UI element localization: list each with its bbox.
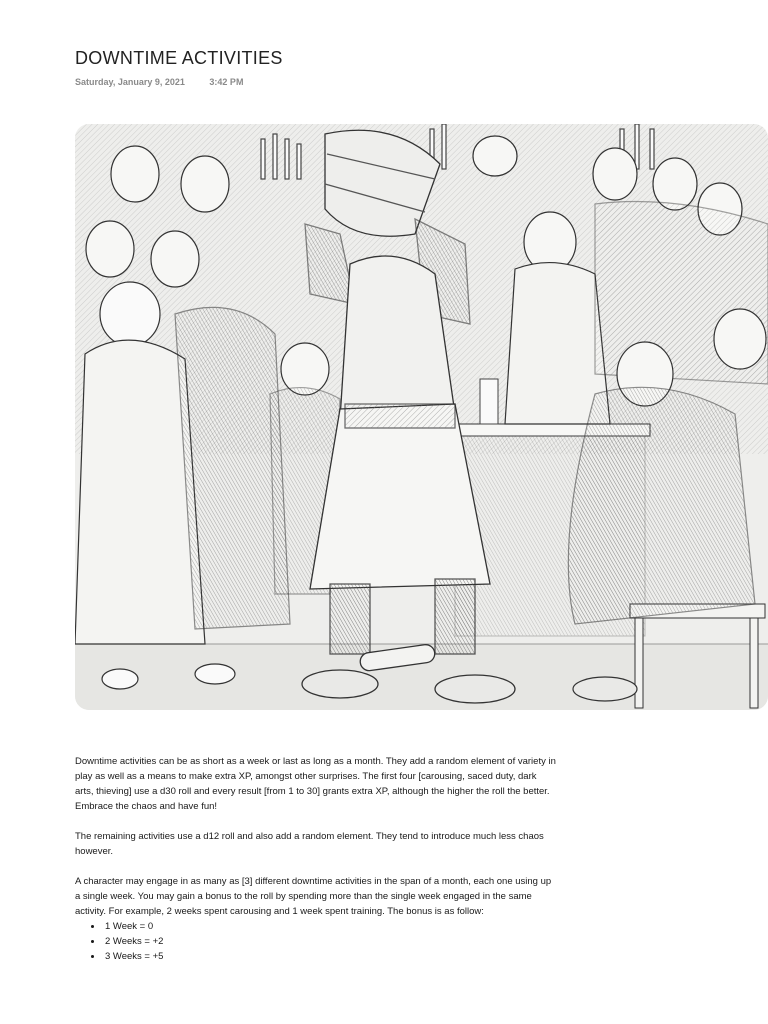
post-meta: [75, 77, 243, 87]
list-item: • 1 Week = 0: [103, 919, 557, 934]
post-time: 3:42 PM: [209, 77, 244, 87]
d12-paragraph: The remaining activities use a d12 roll and also add a random element. They tend to introduce much less chaos however.: [75, 831, 544, 857]
engraving-drawing: [75, 124, 768, 710]
tavern-engraving-image: [75, 124, 768, 710]
post-title: DOWNTIME ACTIVITIES: [75, 48, 283, 68]
limits-paragraph: A character may engage in as many as [3] different downtime activities in the span of a month, each one using up a single week. You may gain a bonus to the roll by spending more than the single week engaged in the same activity. For example, 2 weeks spent carousing and 1 week spent training. The bonus is as follow:: [75, 876, 552, 917]
intro-paragraph: Downtime activities can be as short as a week or last as long as a month. They add a random element of variety in play as well as a means to make extra XP, amongst other surprises. The first four [carousing, saced duty, dark arts, thieving] use a d30 roll and every result [from 1 to 30] grants extra XP, although the higher the roll the better. Embrace the chaos and have fun!: [75, 756, 556, 812]
list-item: • 3 Weeks = +5: [103, 949, 557, 964]
bonus-list: [75, 919, 557, 964]
post-date: Saturday, January 9, 2021: [75, 77, 185, 87]
post-body: [75, 754, 557, 964]
list-item: • 2 Weeks = +2: [103, 934, 557, 949]
